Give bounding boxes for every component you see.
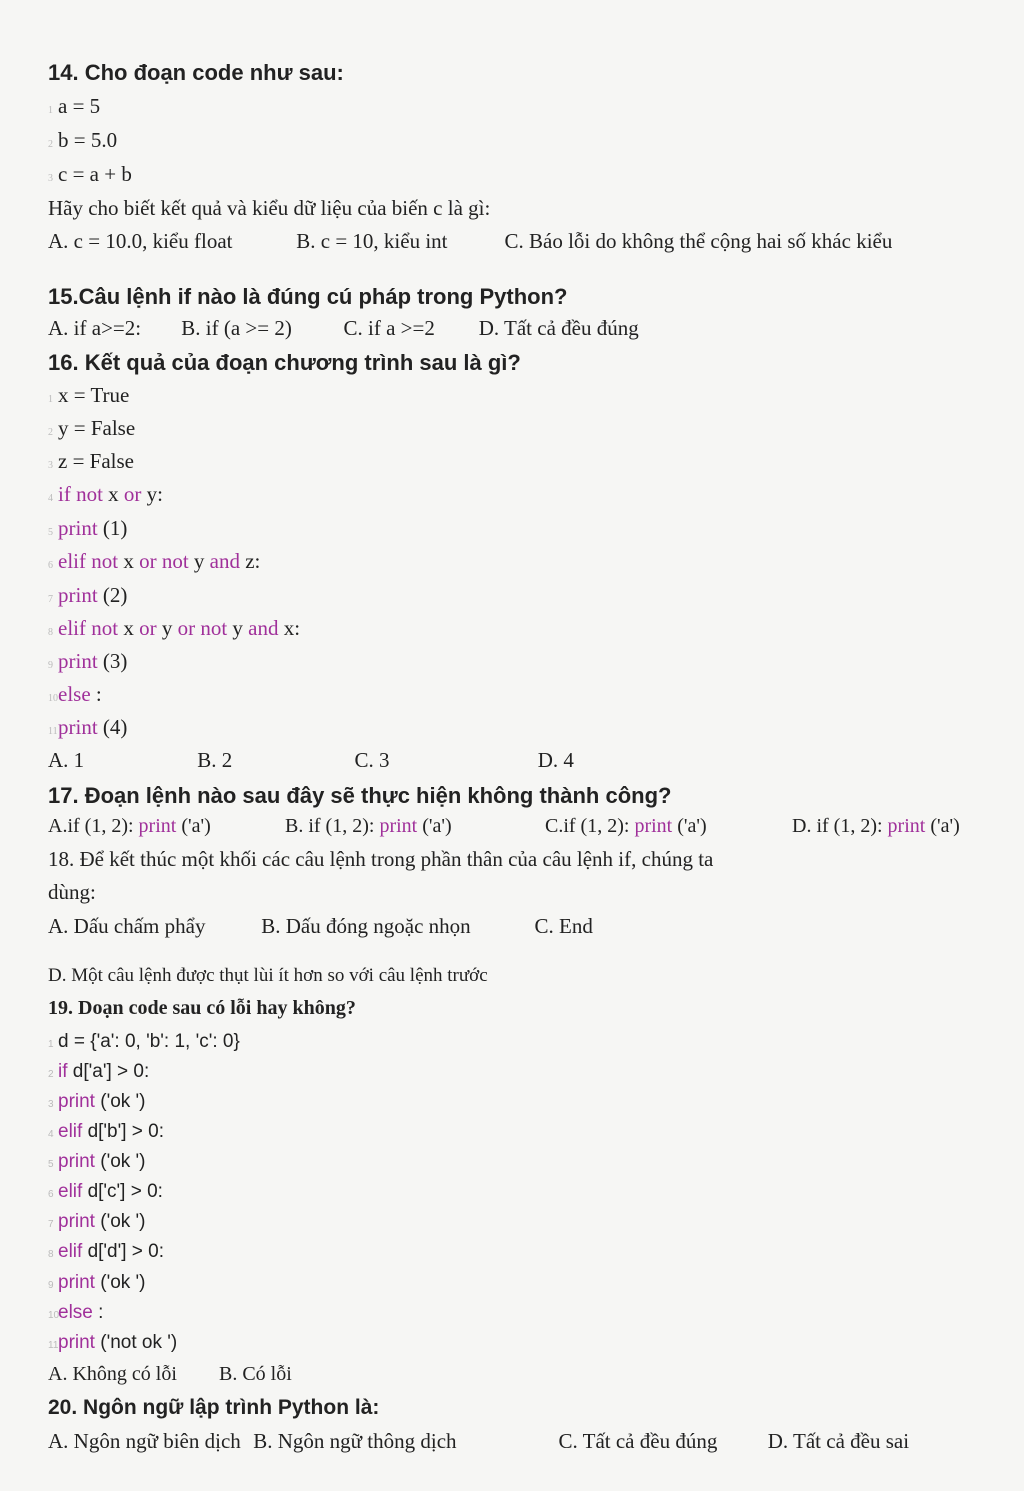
q15-options — [48, 316, 639, 341]
q16-option-c: C. 3 — [354, 748, 390, 772]
q19-option-a: A. Không có lỗi — [48, 1363, 177, 1385]
q16-options — [48, 748, 574, 773]
q18-option-d: D. Một câu lệnh được thụt lùi ít hơn so với câu lệnh trước — [48, 965, 488, 986]
q17-option-a: A.if (1, 2): print ('a') — [48, 815, 211, 837]
q17-options — [48, 815, 960, 838]
q19-code-line-6: 6 elif d['c'] > 0: — [48, 1181, 163, 1202]
q17-option-d: D. if (1, 2): print ('a') — [792, 815, 960, 837]
q20-option-a: A. Ngôn ngữ biên dịch — [48, 1429, 241, 1453]
q19-options — [48, 1363, 292, 1386]
q19-code-line-7: 7 print ('ok ') — [48, 1211, 146, 1232]
q16-code-line-4: 4 if not x or y: — [48, 482, 164, 506]
q14-option-b: B. c = 10, kiểu int — [296, 229, 448, 253]
q19-code-line-2: 2 if d['a'] > 0: — [48, 1061, 150, 1082]
q20-option-c: C. Tất cả đều đúng — [558, 1429, 718, 1453]
q14-prompt: Hãy cho biết kết quả và kiểu dữ liệu của biến c là gì: — [48, 196, 491, 220]
q19-code-line-4: 4 elif d['b'] > 0: — [48, 1121, 165, 1142]
q15-option-c: C. if a >=2 — [343, 316, 435, 340]
q14-code-line-1: 1 a = 5 — [48, 94, 101, 118]
q16-option-b: B. 2 — [197, 748, 233, 772]
q14-option-c: C. Báo lỗi do không thể cộng hai số khác kiểu — [504, 229, 893, 253]
q18-title-line-2: dùng: — [48, 880, 96, 904]
q20-option-b: B. Ngôn ngữ thông dịch — [253, 1429, 457, 1453]
q14-options — [48, 229, 892, 254]
q16-code-line-10: 10else : — [48, 682, 102, 706]
q17-option-b: B. if (1, 2): print ('a') — [285, 815, 452, 837]
q18-option-c: C. End — [534, 914, 593, 938]
q17-title: 17. Đoạn lệnh nào sau đây sẽ thực hiện không thành công? — [48, 783, 672, 808]
q19-code-line-1: 1 d = {'a': 0, 'b': 1, 'c': 0} — [48, 1031, 240, 1052]
q19-code-line-3: 3 print ('ok ') — [48, 1091, 146, 1112]
q16-code-line-2: 2 y = False — [48, 416, 136, 440]
q15-option-d: D. Tất cả đều đúng — [478, 316, 639, 340]
q19-code-line-9: 9 print ('ok ') — [48, 1272, 146, 1293]
q17-option-c: C.if (1, 2): print ('a') — [545, 815, 707, 837]
q16-option-d: D. 4 — [537, 748, 574, 772]
q14-title: 14. Cho đoạn code như sau: — [48, 60, 344, 85]
q16-code-line-5: 5 print (1) — [48, 516, 128, 540]
q20-options — [48, 1429, 909, 1454]
q14-code-line-3: 3 c = a + b — [48, 162, 132, 186]
q14-code-line-2: 2 b = 5.0 — [48, 128, 118, 152]
q19-code-line-5: 5 print ('ok ') — [48, 1151, 146, 1172]
q16-title: 16. Kết quả của đoạn chương trình sau là gì? — [48, 350, 521, 375]
q19-option-b: B. Có lỗi — [219, 1363, 292, 1385]
q16-code-line-9: 9 print (3) — [48, 649, 128, 673]
q14-option-a: A. c = 10.0, kiểu float — [48, 229, 233, 253]
q18-title-line-1: 18. Để kết thúc một khối các câu lệnh trong phần thân của câu lệnh if, chúng ta — [48, 847, 714, 871]
q15-option-b: B. if (a >= 2) — [181, 316, 292, 340]
q19-code-line-11: 11print ('not ok ') — [48, 1332, 178, 1353]
q16-code-line-3: 3 z = False — [48, 449, 134, 473]
q19-code-line-10: 10else : — [48, 1302, 104, 1323]
q15-title: 15.Câu lệnh if nào là đúng cú pháp trong Python? — [48, 284, 568, 309]
q16-code-line-8: 8 elif not x or y or not y and x: — [48, 616, 301, 640]
q16-code-line-11: 11print (4) — [48, 715, 128, 739]
q18-option-b: B. Dấu đóng ngoặc nhọn — [261, 914, 471, 938]
q16-code-line-7: 7 print (2) — [48, 583, 128, 607]
q15-option-a: A. if a>=2: — [48, 316, 142, 340]
q16-code-line-1: 1 x = True — [48, 383, 130, 407]
q16-code-line-6: 6 elif not x or not y and z: — [48, 549, 261, 573]
q18-option-a: A. Dấu chấm phẩy — [48, 914, 206, 938]
q19-title: 19. Doạn code sau có lỗi hay không? — [48, 997, 356, 1019]
q16-option-a: A. 1 — [48, 748, 85, 772]
q19-code-line-8: 8 elif d['d'] > 0: — [48, 1241, 165, 1262]
q20-option-d: D. Tất cả đều sai — [767, 1429, 910, 1453]
q18-options — [48, 914, 593, 939]
q20-title: 20. Ngôn ngữ lập trình Python là: — [48, 1396, 380, 1419]
